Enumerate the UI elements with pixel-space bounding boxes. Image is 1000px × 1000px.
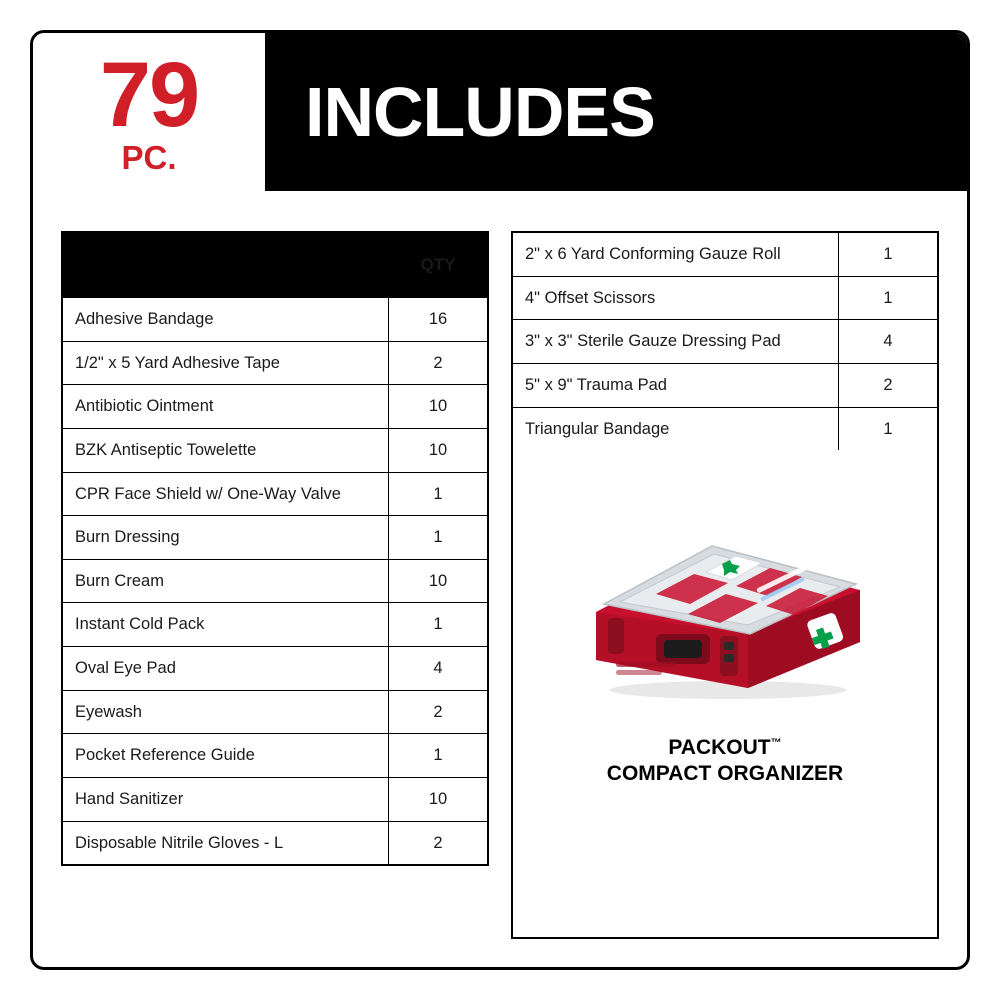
table-row [512,276,938,320]
packout-organizer-illustration [560,494,890,709]
item-qty: 1 [389,734,489,778]
item-qty: 10 [389,559,489,603]
product-panel [511,450,939,939]
table-row [62,821,488,865]
table-row [62,690,488,734]
item-qty: 2 [389,341,489,385]
item-qty: 4 [839,320,939,364]
item-name: Burn Cream [62,559,389,603]
item-name: Triangular Bandage [512,407,839,451]
table-header-qty: QTY [389,232,489,298]
item-qty: 1 [839,232,939,276]
product-name-line1: PACKOUT [668,736,771,760]
piece-count-unit: PC. [121,138,177,176]
item-qty: 4 [389,647,489,691]
trademark-symbol: ™ [770,737,782,750]
table-body-right [512,232,938,451]
table-row [62,647,488,691]
item-qty: 2 [839,363,939,407]
piece-count-number: 79 [99,44,199,147]
item-qty: 1 [389,516,489,560]
item-name: Burn Dressing [62,516,389,560]
table-row [62,298,488,342]
item-qty: 10 [389,428,489,472]
product-caption [607,735,843,786]
table-row [62,516,488,560]
includes-table-right [511,231,939,452]
table-body-left [62,298,488,866]
item-qty: 1 [839,407,939,451]
table-row [512,363,938,407]
product-image [560,494,890,709]
item-qty: 16 [389,298,489,342]
item-name: Disposable Nitrile Gloves - L [62,821,389,865]
header-title-text: INCLUDES [305,73,655,151]
table-row [62,385,488,429]
header-band [33,33,967,191]
table-header-row [62,232,488,298]
right-column [511,231,939,939]
item-name: 3" x 3" Sterile Gauze Dressing Pad [512,320,839,364]
table-row [62,428,488,472]
table-row [62,734,488,778]
item-qty: 1 [839,276,939,320]
table-row [62,472,488,516]
header-title [265,33,967,191]
left-column [61,231,489,939]
item-name: 5" x 9" Trauma Pad [512,363,839,407]
item-name: 1/2" x 5 Yard Adhesive Tape [62,341,389,385]
item-qty: 1 [389,472,489,516]
item-name: BZK Antiseptic Towelette [62,428,389,472]
table-header-item [62,232,389,298]
includes-table-left [61,231,489,866]
item-name: Adhesive Bandage [62,298,389,342]
table-head-left [62,232,488,298]
item-name: 2" x 6 Yard Conforming Gauze Roll [512,232,839,276]
item-qty: 2 [389,821,489,865]
item-qty: 2 [389,690,489,734]
piece-count-badge [33,33,265,191]
item-name: Antibiotic Ointment [62,385,389,429]
table-row [512,232,938,276]
content-area [33,191,967,967]
table-row [62,559,488,603]
table-row [62,603,488,647]
item-qty: 10 [389,385,489,429]
item-name: 4" Offset Scissors [512,276,839,320]
table-row [62,777,488,821]
item-qty: 1 [389,603,489,647]
product-name-line2: COMPACT ORGANIZER [606,761,844,785]
item-qty: 10 [389,777,489,821]
item-name: CPR Face Shield w/ One-Way Valve [62,472,389,516]
item-name: Pocket Reference Guide [62,734,389,778]
item-name: Oval Eye Pad [62,647,389,691]
table-row [62,341,488,385]
item-name: Instant Cold Pack [62,603,389,647]
table-row [512,407,938,451]
item-name: Eyewash [62,690,389,734]
item-name: Hand Sanitizer [62,777,389,821]
table-row [512,320,938,364]
